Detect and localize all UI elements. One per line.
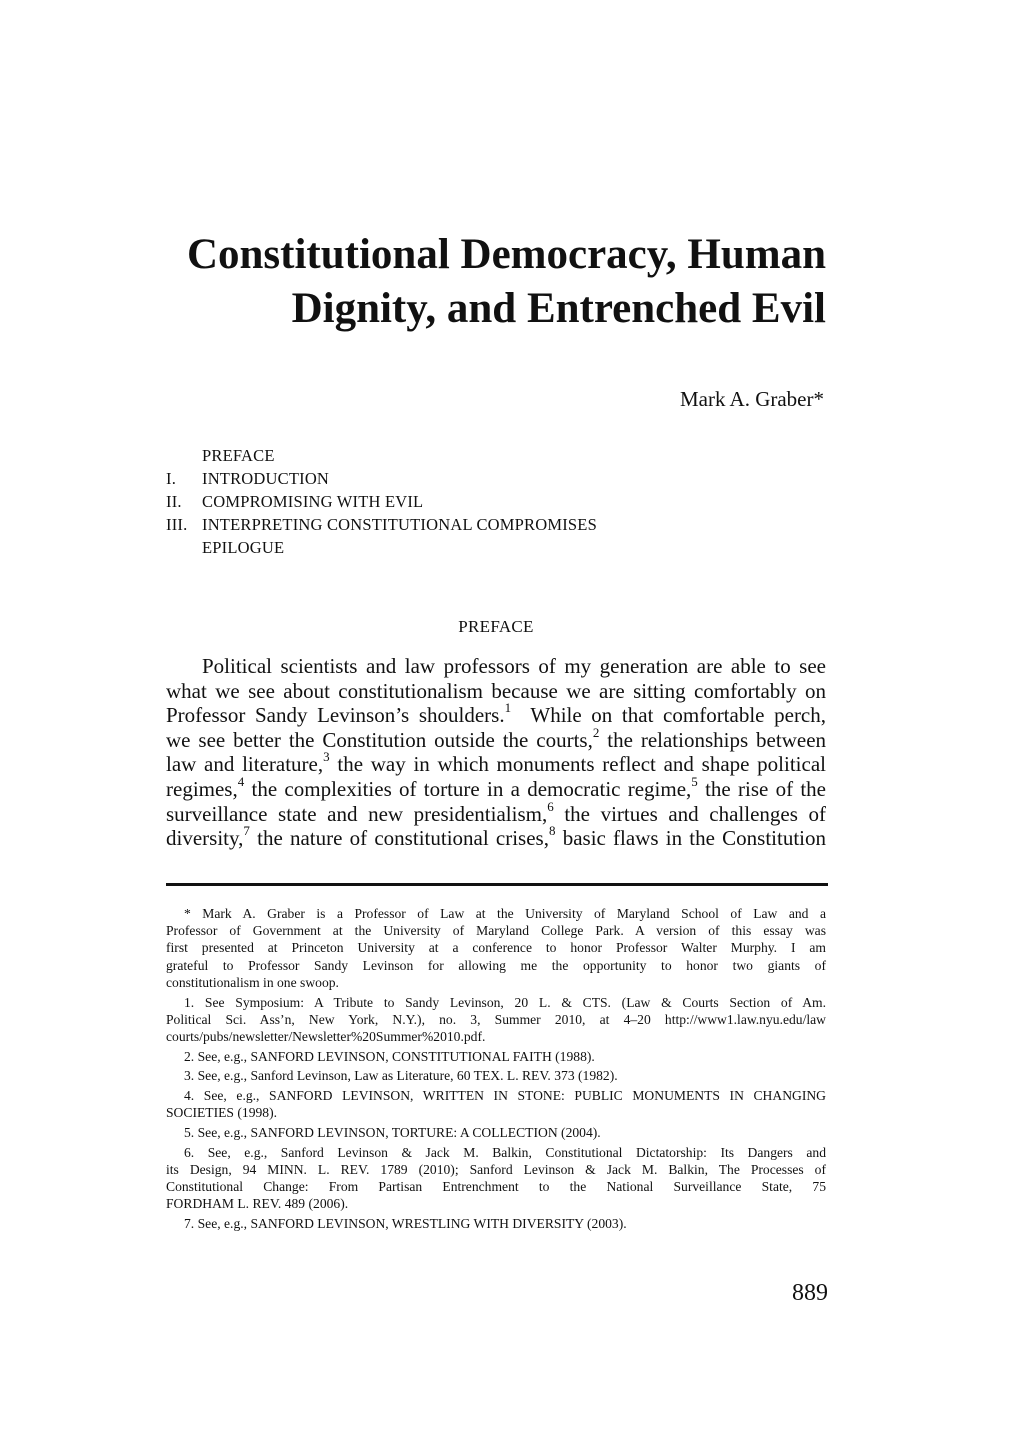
footnote-star	[166, 905, 826, 991]
footnote-line: its Design, 94 MINN. L. REV. 1789 (2010); Sanford Levinson & Jack M. Balkin, The Processes of	[166, 1161, 826, 1177]
preface-paragraph	[166, 654, 826, 851]
footnote-ref[interactable]: 3	[323, 749, 330, 765]
footnote-line: FORDHAM L. REV. 489 (2006).	[166, 1196, 349, 1212]
footnote-ref[interactable]: 6	[547, 798, 554, 814]
footnote-line: constitutionalism in one swoop.	[166, 974, 339, 990]
title-line-2: Dignity, and Entrenched Evil	[291, 285, 826, 332]
footnote-ref[interactable]: 7	[243, 823, 250, 839]
footnote-line: 3. See, e.g., Sanford Levinson, Law as Literature, 60 TEX. L. REV. 373 (1982).	[184, 1068, 618, 1084]
text-line: surveillance state and new presidentialism,$^6$ the virtues and challenges of	[166, 798, 827, 826]
footnote-line: 1. See Symposium: A Tribute to Sandy Levinson, 20 L. & CTS. (Law & Courts Section of Am.	[184, 994, 826, 1010]
footnote-line: Political Sci. Ass’n, New York, N.Y.), no. 3, Summer 2010, at 4–20 http://www1.law.nyu.edu/law	[166, 1011, 826, 1027]
footnote-5	[166, 1124, 826, 1141]
text-line: Political scientists and law professors of my generation are able to see	[202, 654, 826, 678]
author-byline: Mark A. Graber*	[679, 387, 824, 411]
footnote-line: SOCIETIES (1998).	[166, 1105, 278, 1121]
footnote-line: Constitutional Change: From Partisan Entrenchment to the National Surveillance State, 75	[166, 1179, 826, 1195]
title-line-1: Constitutional Democracy, Human	[186, 231, 826, 278]
footnote-line: 6. See, e.g., Sanford Levinson & Jack M. Balkin, Constitutional Dictatorship: Its Dangers and	[184, 1144, 826, 1160]
toc-label-introduction: INTRODUCTION	[202, 469, 330, 488]
footnote-3	[166, 1067, 826, 1084]
section-heading-preface: PREFACE	[458, 617, 534, 636]
footnote-line: * Mark A. Graber is a Professor of Law at the University of Maryland School of Law and a	[184, 906, 826, 921]
footnotes	[166, 905, 826, 1235]
footnote-2	[166, 1048, 826, 1065]
footnote-1	[166, 994, 826, 1046]
footnote-line: first presented at Princeton University at a conference to honor Professor Walter Murphy. I am	[166, 940, 826, 956]
footnote-line: 5. See, e.g., SANFORD LEVINSON, TORTURE: A COLLECTION (2004).	[184, 1124, 601, 1140]
footnote-line: 2. See, e.g., SANFORD LEVINSON, CONSTITUTIONAL FAITH (1988).	[184, 1048, 595, 1064]
footnote-ref[interactable]: 4	[237, 774, 245, 790]
footnote-ref[interactable]: 2	[592, 724, 600, 740]
text-line: diversity,$^7$ the nature of constitutional crises,$^8$ basic flaws in the Constitution	[166, 823, 827, 851]
footnote-7	[166, 1215, 826, 1232]
footnote-line: courts/pubs/newsletter/Newsletter%20Summer%2010.pdf.	[166, 1028, 486, 1044]
toc-number: III.	[166, 515, 188, 534]
footnote-ref[interactable]: 5	[691, 774, 698, 790]
toc-label-interpreting: INTERPRETING CONSTITUTIONAL COMPROMISES	[202, 515, 597, 534]
toc-label-epilogue: EPILOGUE	[202, 538, 285, 557]
text-line: law and literature,$^3$ the way in which monuments reflect and shape political	[166, 749, 826, 777]
toc-number: II.	[166, 492, 182, 511]
page-number: 889	[792, 1280, 828, 1306]
footnote-line: 4. See, e.g., SANFORD LEVINSON, WRITTEN IN STONE: PUBLIC MONUMENTS IN CHANGING	[184, 1088, 826, 1104]
toc-label-compromising: COMPROMISING WITH EVIL	[202, 492, 424, 511]
toc-number: I.	[166, 469, 177, 488]
footnote-4	[166, 1087, 826, 1121]
footnote-divider	[166, 883, 828, 886]
text-line: Professor Sandy Levinson’s shoulders.$^1$ While on that comfortable perch,	[166, 700, 827, 728]
footnote-line: grateful to Professor Sandy Levinson for allowing me the opportunity to honor two giants of	[166, 957, 826, 973]
text-line: regimes,$^4$ the complexities of torture in a democratic regime,$^5$ the rise of the	[166, 774, 826, 801]
footnote-6	[166, 1144, 826, 1213]
article-title	[166, 228, 826, 336]
text-line: what we see about constitutionalism because we are sitting comfortably on	[166, 678, 826, 703]
text-line: we see better the Constitution outside the courts,$^2$ the relationships between	[166, 724, 827, 752]
footnote-ref[interactable]: 1	[504, 700, 512, 716]
footnote-line: 7. See, e.g., SANFORD LEVINSON, WRESTLING WITH DIVERSITY (2003).	[184, 1215, 627, 1231]
toc-label-preface: PREFACE	[202, 446, 275, 465]
footnote-line: Professor of Government at the University of Maryland College Park. A version of this essay was	[166, 923, 826, 939]
footnote-ref[interactable]: 8	[548, 823, 556, 839]
